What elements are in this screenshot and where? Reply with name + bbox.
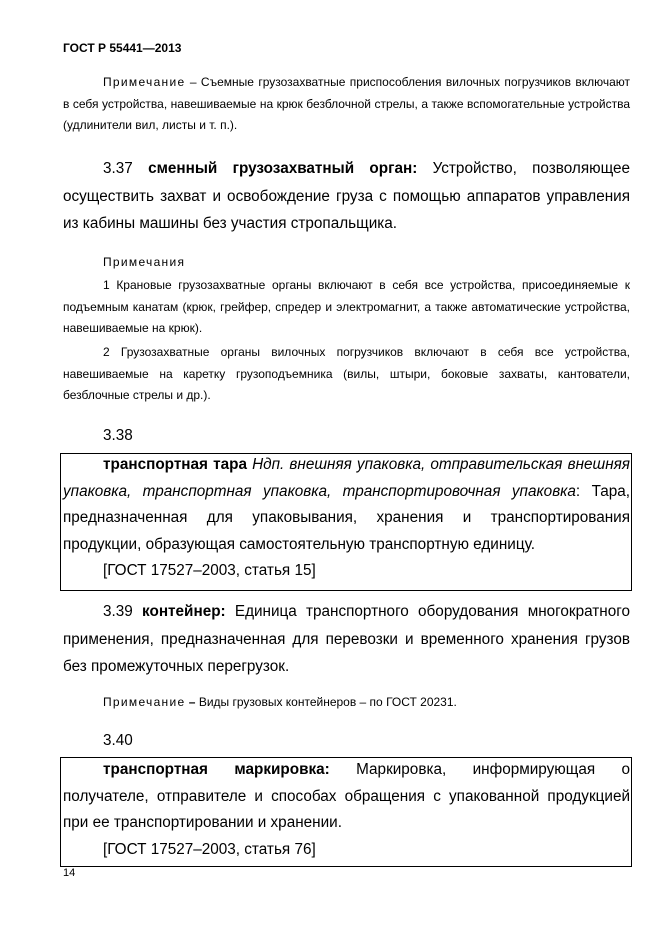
term-number-3-38: 3.38 xyxy=(103,427,133,444)
term-3-40 xyxy=(63,757,630,863)
source-reference: [ГОСТ 17527–2003, статья 15] xyxy=(103,562,316,579)
term-title: контейнер: xyxy=(142,603,226,620)
note-item-1: 1 Крановые грузозахватные органы включают в себя все устройства, присоединяемые к подъемным канатам (крюк, грейфер, спредер и электромагнит, а также автоматические устройства, навешиваемые на крюк). xyxy=(63,278,630,335)
colon: : xyxy=(575,482,581,500)
term-definition: Тара, предназначенная для упаковывания, хранения и транспортирования продукции, образующая самостоятельную транспортную единицу. xyxy=(63,482,631,553)
term-definition: Единица транспортного оборудования многократного применения, предназначенная для перевозки и временного хранения грузов без промежуточных перегрузок. xyxy=(63,603,630,675)
term-title: сменный грузозахватный орган: xyxy=(148,160,418,177)
term-3-37 xyxy=(63,155,630,238)
ndp-terms: внешняя упаковка, отправительская внешняя упаковка, транспортная упаковка, транспортировочная упаковка xyxy=(63,456,630,500)
note-3-36 xyxy=(63,72,630,137)
source-reference: [ГОСТ 17527–2003, статья 76] xyxy=(103,840,316,858)
note-item-2: 2 Грузозахватные органы вилочных погрузчиков включают в себя все устройства, навешиваемые на каретку грузоподъемника (вилы, штыри, боковые захваты, кантователи, безблочные стрелы и др.). xyxy=(63,345,630,402)
term-3-38-body xyxy=(63,452,630,558)
note-label: Примечание xyxy=(103,75,186,89)
term-title: транспортная маркировка: xyxy=(103,761,330,778)
document-header: ГОСТ Р 55441—2013 xyxy=(63,41,182,55)
term-number-3-40: 3.40 xyxy=(103,732,133,749)
term-definition: Устройство, позволяющее осуществить захват и освобождение груза с помощью аппаратов управления из кабины машины без участия стропальщика. xyxy=(63,160,631,232)
page-number: 14 xyxy=(63,867,76,879)
term-definition: Маркировка, информирующая о получателе, отправителе и способах обращения с упакованной продукцией при ее транспортировании и хранении. xyxy=(63,761,630,831)
note-label: Примечание xyxy=(103,695,186,709)
term-3-40-body xyxy=(63,757,630,837)
term-3-38 xyxy=(63,452,630,585)
ndp-label: Ндп. xyxy=(252,456,285,473)
note-3-39 xyxy=(63,692,630,714)
note-text: Виды грузовых контейнеров – по ГОСТ 20231. xyxy=(198,695,457,709)
notes-label: Примечания xyxy=(103,255,186,269)
term-3-39 xyxy=(63,598,630,681)
term-number: 3.37 xyxy=(103,160,133,177)
term-title: транспортная тара xyxy=(103,456,247,473)
note-dash: – xyxy=(185,695,199,709)
note-text: – Съемные грузозахватные приспособления вилочных погрузчиков включают в себя устройства, навешиваемые на крюк безблочной стрелы, а также вспомогательные устройства (удлинители вил, листы и т. п.). xyxy=(63,75,630,132)
term-number: 3.39 xyxy=(103,603,133,620)
